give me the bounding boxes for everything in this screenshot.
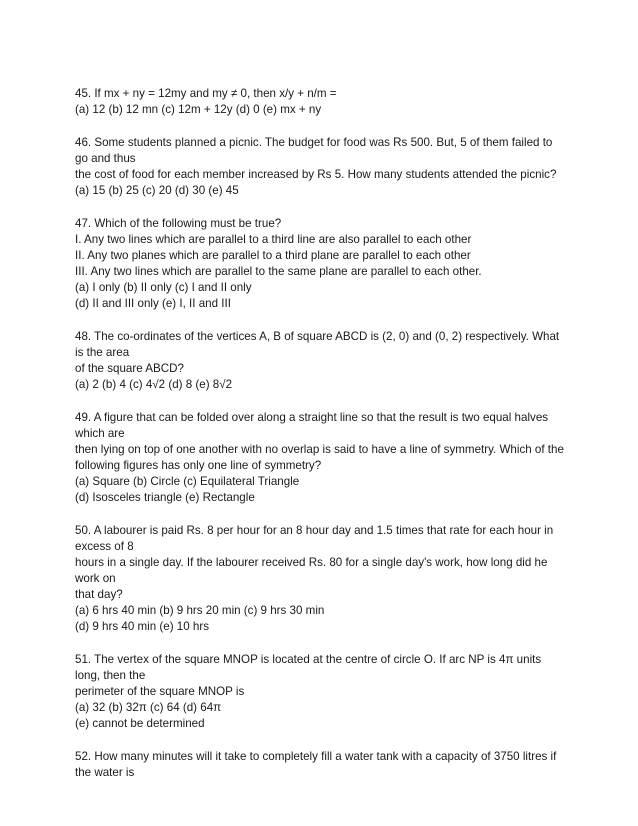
question-text: following figures has only one line of symmetry?: [75, 459, 322, 472]
question-text: long, then the: [75, 669, 146, 682]
question-text: work on: [75, 572, 116, 585]
answer-options: (a) Square (b) Circle (c) Equilateral Triangle: [75, 475, 300, 488]
answer-options: (d) II and III only (e) I, II and III: [75, 297, 231, 310]
question-text: 48. The co-ordinates of the vertices A, B of square ABCD is (2, 0) and (0, 2) respectively. What: [75, 330, 560, 343]
question-text: 51. The vertex of the square MNOP is located at the centre of circle O. If arc NP is 4π units: [75, 653, 542, 666]
question-text: which are: [75, 427, 125, 440]
question-48: [75, 329, 575, 393]
question-text: 50. A labourer is paid Rs. 8 per hour for an 8 hour day and 1.5 times that rate for each hour in: [75, 524, 554, 537]
question-52: [75, 749, 575, 781]
document-page: [75, 86, 575, 798]
question-text: the cost of food for each member increased by Rs 5. How many students attended the picnic?: [75, 168, 557, 181]
question-text: 47. Which of the following must be true?: [75, 217, 282, 230]
answer-options: (d) Isosceles triangle (e) Rectangle: [75, 491, 255, 504]
answer-options: (e) cannot be determined: [75, 717, 205, 730]
question-text: the water is: [75, 766, 135, 779]
question-49: [75, 410, 575, 506]
question-text: go and thus: [75, 152, 136, 165]
question-text: that day?: [75, 588, 123, 601]
question-text: excess of 8: [75, 540, 134, 553]
question-text: of the square ABCD?: [75, 362, 184, 375]
statement-iii: III. Any two lines which are parallel to the same plane are parallel to each other.: [75, 265, 482, 278]
answer-options: (a) 2 (b) 4 (c) 4√2 (d) 8 (e) 8√2: [75, 378, 233, 391]
question-text: 52. How many minutes will it take to completely fill a water tank with a capacity of 3750 litres if: [75, 750, 557, 763]
question-text: is the area: [75, 346, 130, 359]
statement-ii: II. Any two planes which are parallel to a third plane are parallel to each other: [75, 249, 471, 262]
question-text: 49. A figure that can be folded over along a straight line so that the result is two equal halves: [75, 411, 549, 424]
answer-options: (a) 32 (b) 32π (c) 64 (d) 64π: [75, 701, 222, 714]
answer-options: (a) 6 hrs 40 min (b) 9 hrs 20 min (c) 9 hrs 30 min: [75, 604, 325, 617]
statement-i: I. Any two lines which are parallel to a third line are also parallel to each other: [75, 233, 472, 246]
answer-options: (a) I only (b) II only (c) I and II only: [75, 281, 252, 294]
question-45: [75, 86, 575, 118]
question-text: 46. Some students planned a picnic. The budget for food was Rs 500. But, 5 of them failed to: [75, 136, 553, 149]
question-51: [75, 652, 575, 732]
question-text: perimeter of the square MNOP is: [75, 685, 245, 698]
answer-options: (a) 12 (b) 12 mn (c) 12m + 12y (d) 0 (e) mx + ny: [75, 103, 322, 116]
question-47: [75, 216, 575, 312]
question-text: 45. If mx + ny = 12my and my ≠ 0, then x/y + n/m =: [75, 87, 337, 100]
question-text: hours in a single day. If the labourer received Rs. 80 for a single day's work, how long did he: [75, 556, 548, 569]
answer-options: (a) 15 (b) 25 (c) 20 (d) 30 (e) 45: [75, 184, 239, 197]
question-text: then lying on top of one another with no overlap is said to have a line of symmetry. Which of the: [75, 443, 564, 456]
question-50: [75, 523, 575, 635]
answer-options: (d) 9 hrs 40 min (e) 10 hrs: [75, 620, 210, 633]
question-46: [75, 135, 575, 199]
